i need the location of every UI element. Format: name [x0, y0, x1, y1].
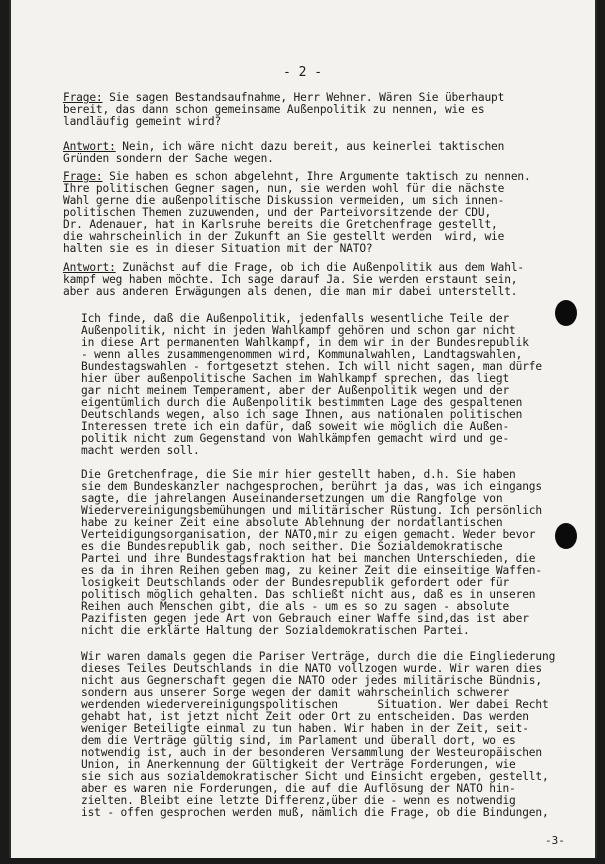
speaker-label: Antwort: [63, 140, 116, 153]
text-line: Ich finde, daß die Außenpolitik, jedenfalls wesentliche Teile der [81, 312, 510, 325]
text-line: habe zu keiner Zeit eine absolute Ablehnung der nordatlantischen [81, 516, 503, 529]
text-line: es da in ihren Reihen geben mag, zu keiner Zeit die einseitige Waffen- [81, 564, 542, 577]
text-line: Wahl gerne die außenpolitische Diskussion vermeiden, um sich innen- [63, 194, 505, 207]
text-line: Partei und ihre Bundestagsfraktion hat bei manchen Unterschieden, die [81, 552, 536, 565]
text-line: Pazifisten gegen jede Art von Gebrauch einer Waffe sind,das ist aber [81, 612, 529, 625]
text-line: Ihre politischen Gegner sagen, nun, sie werden wohl für die nächste [63, 182, 505, 195]
punch-hole [555, 300, 577, 326]
text-line: Verteidigungsorganisation, der NATO,mir zu eigen gemacht. Weder bevor [81, 528, 536, 541]
text-line: Außenpolitik, nicht in jeden Wahlkampf gehören und schon gar nicht [81, 324, 516, 337]
text-line: weniger Beteiligte einmal zu tun haben. Wir haben in der Zeit, seit- [81, 722, 529, 735]
text-line: sagte, die jahrelangen Auseinandersetzungen um die Rangfolge von [81, 492, 503, 505]
text-line: Zunächst auf die Frage, ob ich die Außenpolitik aus dem Wahl- [115, 261, 524, 274]
text-line: - wenn alles zusammengenommen wird, Kommunalwahlen, Landtagswahlen, [81, 348, 523, 361]
text-line: gar nicht meinem Temperament, aber der Außenpolitik wegen und der [81, 384, 510, 397]
text-line: sie sich aus sozialdemokratischer Sicht und Einsicht ergeben, gestellt, [81, 770, 549, 783]
text-line: Nein, ich wäre nicht dazu bereit, aus keinerlei taktischen [115, 140, 505, 153]
document-page [9, 0, 597, 858]
text-line: Wiedervereinigungsbemühungen und militärischer Rüstung. Ich persönlich [81, 504, 542, 517]
text-line: nicht die erklärte Haltung der Sozialdemokratischen Partei. [81, 624, 470, 637]
text-line: zielten. Bleibt eine letzte Differenz,über die - wenn es notwendig [81, 794, 516, 807]
speaker-label: Frage: [63, 170, 103, 183]
text-line: Die Gretchenfrage, die Sie mir hier gestellt haben, d.h. Sie haben [81, 468, 516, 481]
text-line: kampf weg haben möchte. Ich sage darauf Ja. Sie werden erstaunt sein, [63, 273, 518, 286]
text-line: Sie sagen Bestandsaufnahme, Herr Wehner. Wären Sie überhaupt [102, 91, 505, 104]
text-line: Reihen auch Menschen gibt, die als - um es so zu sagen - absolute [81, 600, 510, 613]
text-line: Gründen sondern der Sache wegen. [63, 152, 274, 165]
text-line: politischen Themen zuzuwenden, und der Parteivorsitzende der CDU, [63, 206, 492, 219]
text-line: Interessen trete ich ein dafür, daß soweit wie möglich die Außen- [81, 420, 510, 433]
text-line: losigkeit Deutschlands oder der Bundesrepublik gefordert oder für [81, 576, 510, 589]
text-line: in diese Art permanenten Wahlkampf, in dem wir in der Bundesrepublik [81, 336, 529, 349]
text-line: aber aus anderen Erwägungen als denen, die man mir dabei unterstellt. [63, 285, 518, 298]
text-line: sondern aus unserer Sorge wegen der damit wahrscheinlich schwerer [81, 686, 510, 699]
text-line: politisch möglich gehalten. Das schließt nicht aus, daß es in unseren [81, 588, 536, 601]
page-number: - 2 - [283, 65, 323, 80]
speaker-label: Frage: [63, 91, 103, 104]
text-line: es die Bundesrepublik gab, noch seither. Die Sozialdemokratische [81, 540, 503, 553]
text-line: dem die Verträge gültig sind, im Parlament und überall dort, wo es [81, 734, 516, 747]
speaker-label: Antwort: [63, 261, 116, 274]
text-line: landläufig gemeint wird? [63, 115, 222, 128]
text-line: die wahrscheinlich in der Zukunft an Sie gestellt werden wird, wie [63, 230, 505, 243]
text-line: Bundestagswahlen - fortgesetzt stehen. Ich will nicht sagen, man dürfe [81, 360, 542, 373]
punch-hole [555, 523, 577, 549]
text-line: hier über außenpolitische Sachen im Wahlkampf sprechen, das liegt [81, 372, 510, 385]
text-line: notwendig ist, auch in der besonderen Versammlung der Westeuropäischen [81, 746, 542, 759]
text-line: Sie haben es schon abgelehnt, Ihre Argumente taktisch zu nennen. [102, 170, 531, 183]
text-line: Union, in Anerkennung der Gültigkeit der Verträge Forderungen, wie [81, 758, 516, 771]
text-line: dieses Teiles Deutschlands in die NATO vollzogen wurde. Wir waren dies [81, 662, 542, 675]
text-line: nicht aus Gegnerschaft gegen die NATO oder jedes militärische Bündnis, [81, 674, 542, 687]
text-line: eigentümlich durch die Außenpolitik bestimmten Lage des gespaltenen [81, 396, 523, 409]
text-line: halten sie es in dieser Situation mit der NATO? [63, 242, 373, 255]
text-line: macht werden soll. [81, 444, 200, 457]
text-line: Wir waren damals gegen die Pariser Verträge, durch die die Eingliederung [81, 650, 556, 663]
next-page-reference: -3- [545, 834, 565, 847]
text-line: ist - offen gesprochen werden muß, nämlich die Frage, ob die Bindungen, [81, 806, 549, 819]
text-line: bereit, das dann schon gemeinsame Außenpolitik zu nennen, wie es [63, 103, 485, 116]
text-line: gehabt hat, ist jetzt nicht Zeit oder Ort zu entscheiden. Das werden [81, 710, 529, 723]
text-line: werdenden wiedervereinigungspolitischen Situation. Wer dabei Recht [81, 698, 549, 711]
text-line: aber es waren nie Forderungen, die auf die Auflösung der NATO hin- [81, 782, 516, 795]
text-line: sie dem Bundeskanzler nachgesprochen, berührt ja das, was ich eingangs [81, 480, 542, 493]
text-line: politik nicht zum Gegenstand von Wahlkämpfen gemacht wird und ge- [81, 432, 510, 445]
text-line: Deutschlands wegen, also ich sage Ihnen, aus nationalen politischen [81, 408, 523, 421]
text-line: Dr. Adenauer, hat in Karlsruhe bereits die Gretchenfrage gestellt, [63, 218, 498, 231]
